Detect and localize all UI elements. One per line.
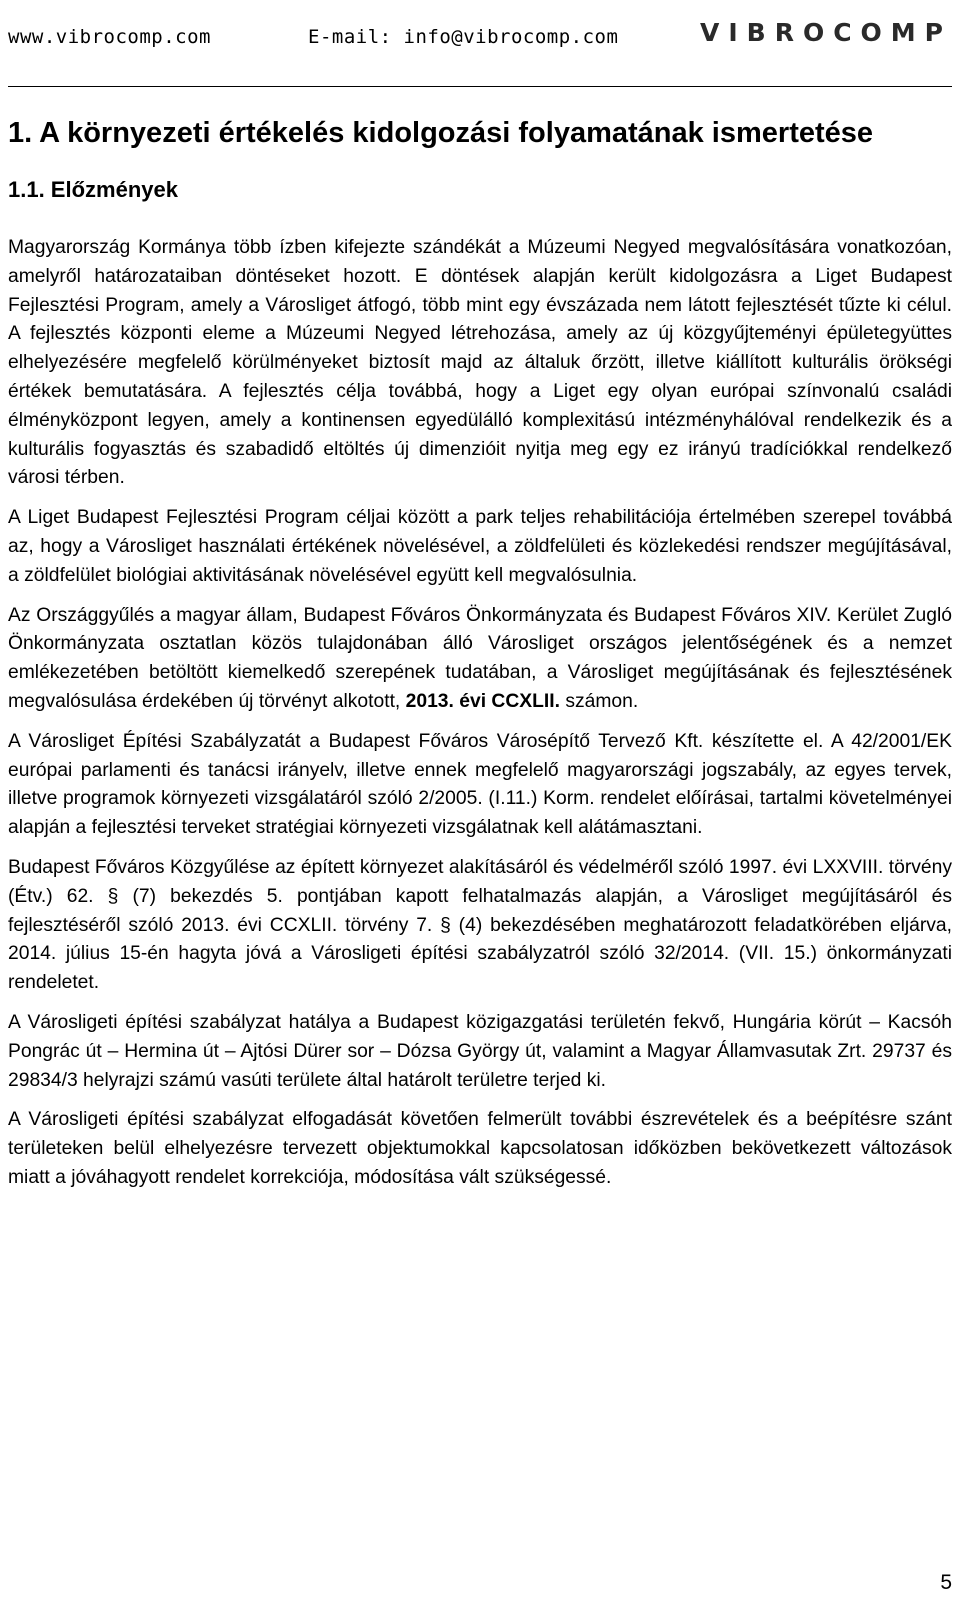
paragraph-3 xyxy=(8,602,952,717)
paragraph-2: A Liget Budapest Fejlesztési Program céljai között a park teljes rehabilitációja értelmében szerepel továbbá az, hogy a Városliget használati értékének növelésével, a zöldfelületi és közlekedési rendszer megújításával, a zöldfelület biológiai aktivitásának növelésével együtt kell megvalósulnia. xyxy=(8,507,952,586)
paragraph-6: A Városligeti építési szabályzat hatálya a Budapest közigazgatási területén fekvő, Hungária körút – Kacsóh Pongrác út – Hermina út – Ajtósi Dürer sor – Dózsa György út, valamint a Magyar Államvasutak Zrt. 29737 és 29834/3 helyrajzi számú vasúti területe által határolt területre terjed ki. xyxy=(8,1011,952,1091)
subsection-heading: 1.1. Előzmények xyxy=(8,177,178,202)
paragraph-3-text-after: számon. xyxy=(559,690,639,712)
header-divider xyxy=(8,86,952,87)
header-email: E-mail: info@vibrocomp.com xyxy=(308,26,619,48)
page-header xyxy=(8,14,952,54)
document-body xyxy=(8,112,952,1204)
header-website: www.vibrocomp.com xyxy=(8,26,211,48)
paragraph-5: Budapest Főváros Közgyűlése az épített környezet alakításáról és védelméről szóló 1997. évi LXXVIII. törvény (Étv.) 62. § (7) bekezdés 5. pontjában kapott felhatalmazás alapján, a Városliget megújításáról és fejlesztéséről szóló 2013. évi CCXLII. törvény 7. § (4) bekezdésében meghatározott feladatkörében eljárva, 2014. július 15-én hagyta jóvá a Városligeti építési szabályzatról szóló 32/2014. (VII. 15.) önkormányzati rendeletet. xyxy=(8,856,952,994)
paragraph-1: Magyarország Kormánya több ízben kifejezte szándékát a Múzeumi Negyed megvalósítására vonatkozóan, amelyről határozataiban döntéseket hozott. E döntések alapján került kidolgozásra a Liget Budapest Fejlesztési Program, amely a Városliget átfogó, több mint egy évszázada nem látott fejlesztését tűzte ki célul. A fejlesztés központi eleme a Múzeumi Negyed létrehozása, amely az új közgyűjteményi épületegyüttes elhelyezésére megfelelő körülményeket biztosít majd az általuk őrzött, illetve kiállított kulturális örökségi értékek bemutatására. A fejlesztés célja továbbá, hogy a Liget egy olyan európai színvonalú családi élményközpont legyen, amely a kontinensen egyedülálló komplexitású intézményhálóval rendelkezik és a kulturális fogyasztás és szabadidő eltöltés új dimenzióit nyitja meg egy ez irányú tradíciókkal rendelkező városi térben. xyxy=(8,237,952,489)
vibrocomp-logo: VIBROCOMP xyxy=(699,18,952,47)
paragraph-3-text-before: Az Országgyűlés a magyar állam, Budapest Főváros Önkormányzata és Budapest Főváros XIV. Kerület Zugló Önkormányzata osztatlan közös tulajdonában álló Városliget országos jelentőségének és a nemzet emlékezetében betöltött kiemelkedő szerepének tudatában, a Városliget megújításának és fejlesztésének megvalósulása érdekében új törvényt alkotott, xyxy=(8,604,952,712)
paragraph-3-law-reference: 2013. évi CCXLII. xyxy=(405,690,560,712)
paragraph-7: A Városligeti építési szabályzat elfogadását követően felmerült további észrevételek és a beépítésre szánt területeken belül elhelyezésre tervezett objektumokkal kapcsolatosan időközben bekövetkezett változások miatt a jóváhagyott rendelet korrekciója, módosítása vált szükségessé. xyxy=(8,1109,952,1188)
paragraph-4: A Városliget Építési Szabályzatát a Budapest Főváros Városépítő Tervező Kft. készítette el. A 42/2001/EK európai parlamenti és tanácsi irányelv, illetve ennek megfelelő magyarországi jogszabály, az egyes tervek, illetve programok környezeti vizsgálatáról szóló 2/2005. (I.11.) Korm. rendelet előírásai, tartalmi követelményei alapján a fejlesztési terveket stratégiai környezeti vizsgálatnak kell alátámasztani. xyxy=(8,730,952,839)
section-heading: 1. A környezeti értékelés kidolgozási folyamatának ismertetése xyxy=(8,117,874,149)
page-number: 5 xyxy=(940,1571,952,1594)
